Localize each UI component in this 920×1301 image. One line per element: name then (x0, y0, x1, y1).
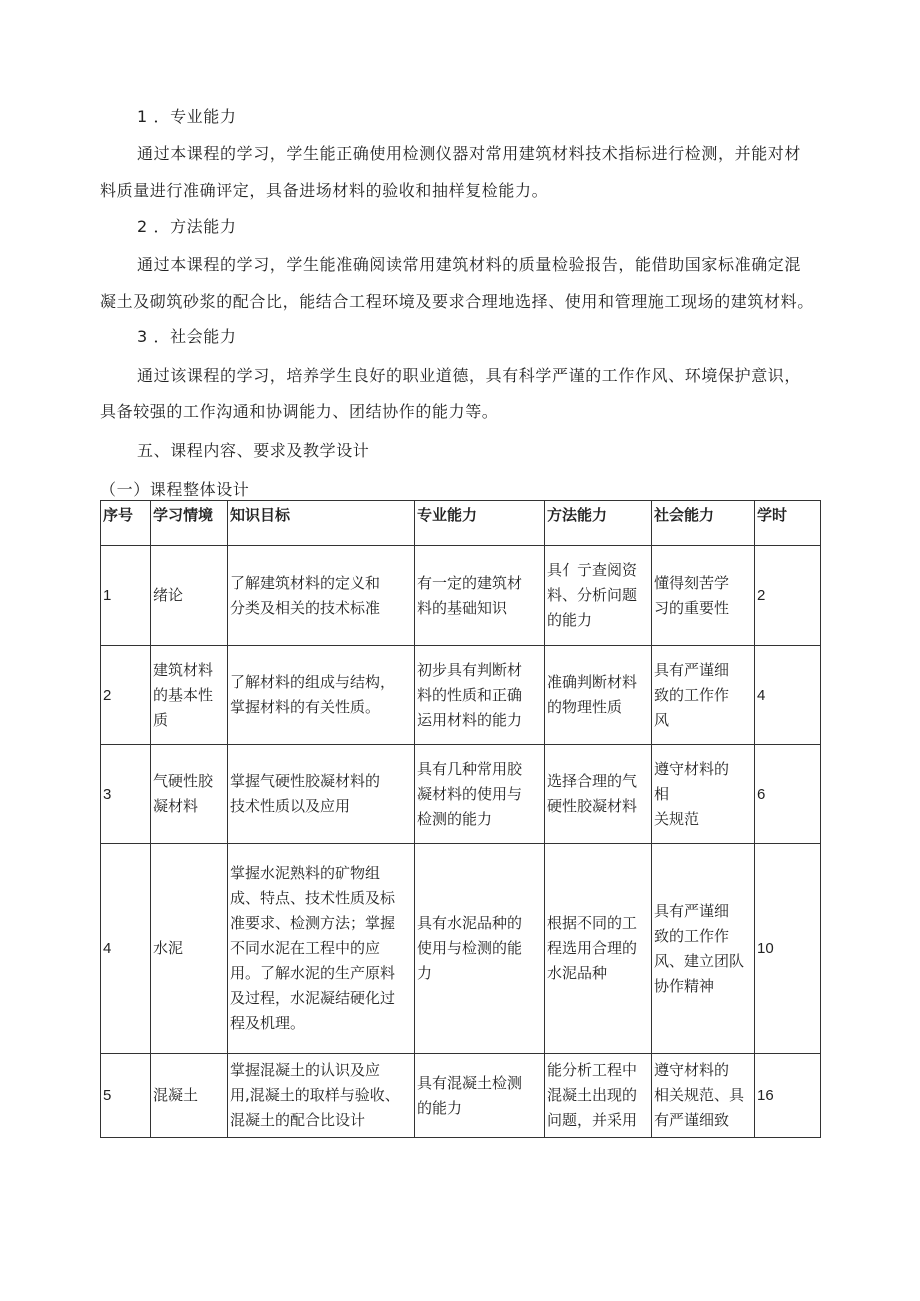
paragraph-line: 通过该课程的学习，培养学生良好的职业道德，具有科学严谨的工作作风、环境保护意识， (137, 366, 802, 385)
table-row (101, 646, 821, 745)
social-cell: 具有严谨细 致的工作作 风 (652, 646, 755, 745)
paragraph-line: 具备较强的工作沟通和协调能力、团结协作的能力等。 (100, 402, 499, 421)
header-cell: 序号 (101, 501, 151, 546)
row-number: 1 (101, 546, 151, 646)
situation-cell: 气硬性胶 凝材料 (151, 745, 228, 844)
table-row (101, 1054, 821, 1138)
section-heading-social: 3 ．社会能力 (137, 327, 237, 346)
social-cell: 遵守材料的 相 关规范 (652, 745, 755, 844)
chapter-title: 五、课程内容、要求及教学设计 (137, 441, 370, 460)
situation-cell: 建筑材料 的基本性 质 (151, 646, 228, 745)
social-cell: 遵守材料的 相关规范、具 有严谨细致 (652, 1054, 755, 1138)
social-cell: 懂得刻苦学 习的重要性 (652, 546, 755, 646)
professional-cell: 具有混凝土检测 的能力 (415, 1054, 545, 1138)
hours-cell: 2 (755, 546, 821, 646)
method-cell: 根据不同的工 程选用合理的 水泥品种 (545, 844, 652, 1054)
table-row (101, 844, 821, 1054)
table-row (101, 745, 821, 844)
professional-cell: 具有几种常用胶 凝材料的使用与 检测的能力 (415, 745, 545, 844)
row-number: 2 (101, 646, 151, 745)
header-cell: 学时 (755, 501, 821, 546)
paragraph-line: 通过本课程的学习，学生能正确使用检测仪器对常用建筑材料技术指标进行检测，并能对材 (137, 144, 802, 163)
social-cell: 具有严谨细 致的工作作 风、建立团队 协作精神 (652, 844, 755, 1054)
method-cell: 选择合理的气 硬性胶凝材料 (545, 745, 652, 844)
method-cell: 能分析工程中 混凝土出现的 问题，并采用 (545, 1054, 652, 1138)
knowledge-cell: 掌握气硬性胶凝材料的 技术性质以及应用 (228, 745, 415, 844)
knowledge-cell: 掌握水泥熟料的矿物组 成、特点、技术性质及标 准要求、检测方法；掌握 不同水泥在工程中的应 用。了解水泥的生产原料 及过程，水泥凝结硬化过 程及机理。 (228, 844, 415, 1054)
hours-cell: 10 (755, 844, 821, 1054)
row-number: 3 (101, 745, 151, 844)
knowledge-cell: 掌握混凝土的认识及应 用,混凝土的取样与验收、 混凝土的配合比设计 (228, 1054, 415, 1138)
header-cell: 知识目标 (228, 501, 415, 546)
hours-cell: 4 (755, 646, 821, 745)
knowledge-cell: 了解建筑材料的定义和 分类及相关的技术标准 (228, 546, 415, 646)
professional-cell: 具有水泥品种的 使用与检测的能 力 (415, 844, 545, 1054)
knowledge-cell: 了解材料的组成与结构， 掌握材料的有关性质。 (228, 646, 415, 745)
situation-cell: 水泥 (151, 844, 228, 1054)
header-cell: 方法能力 (545, 501, 652, 546)
section-heading-method: 2 ．方法能力 (137, 217, 237, 236)
paragraph-line: 料质量进行准确评定，具备进场材料的验收和抽样复检能力。 (100, 181, 549, 200)
subsection-title: （一）课程整体设计 (100, 480, 250, 499)
header-cell: 学习情境 (151, 501, 228, 546)
header-cell: 社会能力 (652, 501, 755, 546)
table-header-row (101, 501, 821, 546)
header-cell: 专业能力 (415, 501, 545, 546)
method-cell: 具亻亍查阅资 料、分析问题 的能力 (545, 546, 652, 646)
row-number: 4 (101, 844, 151, 1054)
paragraph-line: 通过本课程的学习，学生能准确阅读常用建筑材料的质量检验报告，能借助国家标准确定混 (137, 255, 802, 274)
hours-cell: 6 (755, 745, 821, 844)
situation-cell: 绪论 (151, 546, 228, 646)
paragraph-line: 凝土及砌筑砂浆的配合比，能结合工程环境及要求合理地选择、使用和管理施工现场的建筑材料。 (100, 292, 814, 311)
situation-cell: 混凝土 (151, 1054, 228, 1138)
hours-cell: 16 (755, 1054, 821, 1138)
method-cell: 准确判断材料 的物理性质 (545, 646, 652, 745)
section-heading-professional: 1 ．专业能力 (137, 107, 237, 126)
course-design-table (100, 500, 821, 1138)
professional-cell: 初步具有判断材 料的性质和正确 运用材料的能力 (415, 646, 545, 745)
row-number: 5 (101, 1054, 151, 1138)
professional-cell: 有一定的建筑材 料的基础知识 (415, 546, 545, 646)
table-row (101, 546, 821, 646)
